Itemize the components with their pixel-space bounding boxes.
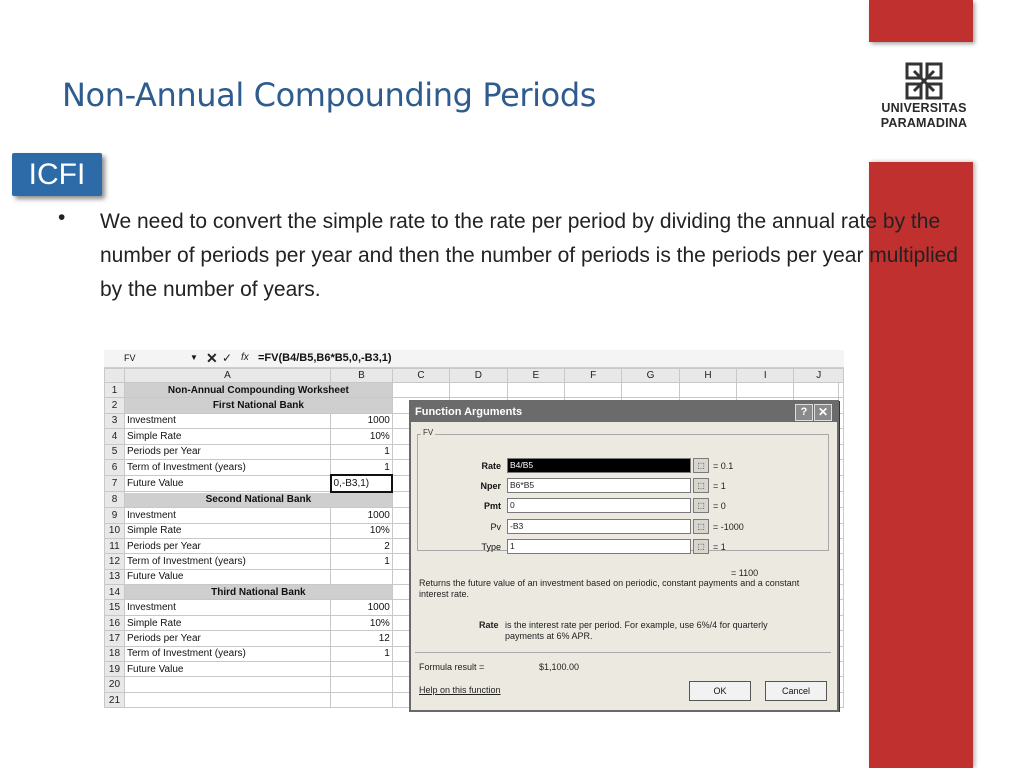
value-cell[interactable]: [331, 662, 393, 677]
label-cell[interactable]: Simple Rate: [124, 523, 330, 538]
empty-cell[interactable]: [839, 600, 844, 615]
formula-text[interactable]: =FV(B4/B5,B6*B5,0,-B3,1): [258, 352, 392, 364]
column-header-g[interactable]: G: [622, 369, 679, 383]
label-cell[interactable]: Periods per Year: [124, 538, 330, 553]
value-cell[interactable]: 1000: [331, 600, 393, 615]
argument-input-nper[interactable]: B6*B5: [507, 478, 691, 493]
value-cell[interactable]: 1: [331, 459, 393, 475]
row-header[interactable]: 11: [105, 538, 125, 553]
empty-cell[interactable]: [839, 429, 844, 444]
total-result: = 1100: [731, 568, 759, 578]
logo-line-2: PARAMADINA: [880, 116, 968, 130]
empty-cell[interactable]: [839, 413, 844, 428]
label-cell[interactable]: Term of Investment (years): [124, 554, 330, 569]
empty-cell[interactable]: [392, 383, 449, 398]
argument-label: Pv: [490, 522, 501, 532]
argument-input-rate[interactable]: B4/B5: [507, 458, 691, 473]
empty-cell[interactable]: [839, 444, 844, 459]
empty-cell[interactable]: [839, 692, 844, 707]
dialog-titlebar[interactable]: [411, 402, 837, 422]
row-header[interactable]: 20: [105, 677, 125, 692]
column-header-a[interactable]: A: [124, 369, 330, 383]
row-header[interactable]: 16: [105, 615, 125, 630]
empty-cell[interactable]: [839, 585, 844, 600]
column-header-b[interactable]: B: [331, 369, 393, 383]
argument-row-rate: [421, 458, 821, 474]
row-header[interactable]: 14: [105, 585, 125, 600]
empty-cell[interactable]: [622, 383, 679, 398]
formula-result-value: $1,100.00: [539, 662, 580, 672]
formula-result-label: Formula result =: [419, 662, 485, 672]
empty-cell[interactable]: [679, 383, 736, 398]
empty-cell[interactable]: [839, 631, 844, 646]
row-header[interactable]: 2: [105, 398, 125, 413]
label-cell[interactable]: Future Value: [124, 475, 330, 491]
empty-cell[interactable]: [737, 383, 794, 398]
function-arguments-dialog: [409, 400, 839, 712]
argument-result: = 1: [713, 542, 726, 552]
value-cell[interactable]: [331, 677, 393, 692]
table-row: [105, 383, 844, 398]
empty-cell[interactable]: [564, 383, 621, 398]
value-cell[interactable]: 1: [331, 444, 393, 459]
active-cell[interactable]: 0,-B3,1): [331, 475, 393, 491]
empty-cell[interactable]: [794, 383, 839, 398]
value-cell[interactable]: 10%: [331, 429, 393, 444]
empty-cell[interactable]: [839, 646, 844, 661]
argument-label: Rate: [481, 461, 501, 471]
name-box[interactable]: FV: [124, 353, 136, 363]
help-link[interactable]: Help on this function: [419, 685, 501, 695]
label-cell[interactable]: Periods per Year: [124, 444, 330, 459]
argument-row-nper: [421, 478, 821, 494]
bullet-marker: •: [58, 206, 66, 229]
row-header[interactable]: 1: [105, 383, 125, 398]
empty-cell[interactable]: [450, 383, 507, 398]
row-header[interactable]: 7: [105, 475, 125, 491]
row-header[interactable]: 18: [105, 646, 125, 661]
empty-cell[interactable]: [839, 662, 844, 677]
label-cell[interactable]: Term of Investment (years): [124, 459, 330, 475]
paramadina-logo-icon: [904, 61, 944, 101]
label-cell[interactable]: Simple Rate: [124, 615, 330, 630]
row-header[interactable]: 9: [105, 508, 125, 523]
argument-result: = 0.1: [713, 461, 734, 471]
row-header[interactable]: 5: [105, 444, 125, 459]
argument-input-pmt[interactable]: 0: [507, 498, 691, 513]
collapse-dialog-icon[interactable]: ⬚: [693, 498, 709, 513]
section-header-cell[interactable]: Third National Bank: [124, 585, 392, 600]
empty-cell[interactable]: [839, 554, 844, 569]
enter-icon[interactable]: ✓: [222, 351, 233, 365]
argument-result: = 0: [713, 501, 726, 511]
value-cell[interactable]: [331, 692, 393, 707]
argument-input-pv[interactable]: -B3: [507, 519, 691, 534]
excel-screenshot: [104, 350, 844, 712]
value-cell[interactable]: 1: [331, 646, 393, 661]
cancel-icon[interactable]: ✕: [206, 350, 218, 366]
label-cell[interactable]: Future Value: [124, 569, 330, 584]
row-header[interactable]: 10: [105, 523, 125, 538]
empty-cell[interactable]: [839, 383, 844, 398]
icfi-badge: ICFI: [12, 153, 102, 196]
argument-label: Nper: [480, 481, 501, 491]
cancel-button[interactable]: Cancel: [765, 681, 827, 701]
column-header-e[interactable]: E: [507, 369, 564, 383]
label-cell[interactable]: Simple Rate: [124, 429, 330, 444]
column-header-j[interactable]: J: [794, 369, 844, 383]
close-icon[interactable]: ✕: [814, 404, 832, 421]
column-header-f[interactable]: F: [564, 369, 621, 383]
collapse-dialog-icon[interactable]: ⬚: [693, 519, 709, 534]
column-header-h[interactable]: H: [679, 369, 736, 383]
column-header-row: [105, 369, 844, 383]
argument-result: = 1: [713, 481, 726, 491]
arg-help-name: Rate: [479, 620, 499, 630]
value-cell[interactable]: 1000: [331, 508, 393, 523]
help-icon[interactable]: ?: [795, 404, 813, 421]
argument-row-pv: [421, 519, 821, 535]
arg-help-text: is the interest rate per period. For example, use 6%/4 for quarterly payments at 6% APR.: [505, 620, 768, 641]
row-header[interactable]: 3: [105, 413, 125, 428]
row-header[interactable]: 19: [105, 662, 125, 677]
empty-cell[interactable]: [839, 677, 844, 692]
accent-bar-top: [869, 0, 973, 42]
column-header-i[interactable]: I: [737, 369, 794, 383]
value-cell[interactable]: 12: [331, 631, 393, 646]
value-cell[interactable]: 2: [331, 538, 393, 553]
empty-cell[interactable]: [839, 492, 844, 508]
collapse-dialog-icon[interactable]: ⬚: [693, 478, 709, 493]
formula-bar: [104, 350, 844, 368]
row-header[interactable]: 12: [105, 554, 125, 569]
label-cell[interactable]: Future Value: [124, 662, 330, 677]
collapse-dialog-icon[interactable]: ⬚: [693, 458, 709, 473]
empty-cell[interactable]: [839, 398, 844, 413]
empty-cell[interactable]: [839, 508, 844, 523]
value-cell[interactable]: 1: [331, 554, 393, 569]
argument-result: = -1000: [713, 522, 744, 532]
name-box-dropdown-icon[interactable]: ▼: [190, 353, 198, 362]
slide-title: Non-Annual Compounding Periods: [62, 76, 597, 114]
label-cell[interactable]: Term of Investment (years): [124, 646, 330, 661]
argument-input-type[interactable]: 1: [507, 539, 691, 554]
logo-line-1: UNIVERSITAS: [881, 101, 967, 115]
university-logo: [862, 55, 986, 150]
section-header-cell[interactable]: Second National Bank: [124, 492, 392, 508]
label-cell[interactable]: [124, 692, 330, 707]
section-header-cell[interactable]: First National Bank: [124, 398, 392, 413]
empty-cell[interactable]: [839, 459, 844, 475]
value-cell[interactable]: 1000: [331, 413, 393, 428]
value-cell[interactable]: [331, 569, 393, 584]
bullet-text: We need to convert the simple rate to the rate per period by dividing the annual rate by the number of periods per year and then the number of periods is the periods per year multiplied by the number of years.: [100, 210, 958, 301]
empty-cell[interactable]: [839, 475, 844, 491]
ok-button[interactable]: OK: [689, 681, 751, 701]
select-all-corner[interactable]: [105, 369, 125, 383]
value-cell[interactable]: 10%: [331, 523, 393, 538]
label-cell[interactable]: Investment: [124, 413, 330, 428]
empty-cell[interactable]: [839, 569, 844, 584]
column-header-c[interactable]: C: [392, 369, 449, 383]
empty-cell[interactable]: [839, 615, 844, 630]
group-label: FV: [423, 428, 434, 437]
empty-cell[interactable]: [507, 383, 564, 398]
empty-cell[interactable]: [839, 523, 844, 538]
argument-label: Type: [481, 542, 501, 552]
dialog-title: Function Arguments: [415, 406, 523, 418]
label-cell[interactable]: Periods per Year: [124, 631, 330, 646]
row-header[interactable]: 4: [105, 429, 125, 444]
collapse-dialog-icon[interactable]: ⬚: [693, 539, 709, 554]
row-header[interactable]: 6: [105, 459, 125, 475]
label-cell[interactable]: Investment: [124, 508, 330, 523]
label-cell[interactable]: Investment: [124, 600, 330, 615]
label-cell[interactable]: [124, 677, 330, 692]
row-header[interactable]: 21: [105, 692, 125, 707]
column-header-d[interactable]: D: [450, 369, 507, 383]
argument-label: Pmt: [483, 501, 501, 511]
dialog-separator: [415, 652, 831, 653]
function-icon[interactable]: fx: [241, 352, 249, 363]
function-description: Returns the future value of an investment based on periodic, constant payments and a constant interest rate.: [419, 578, 800, 599]
row-header[interactable]: 15: [105, 600, 125, 615]
argument-row-type: [421, 539, 821, 555]
row-header[interactable]: 8: [105, 492, 125, 508]
argument-row-pmt: [421, 498, 821, 514]
value-cell[interactable]: 10%: [331, 615, 393, 630]
row-header[interactable]: 13: [105, 569, 125, 584]
empty-cell[interactable]: [839, 538, 844, 553]
section-header-cell[interactable]: Non-Annual Compounding Worksheet: [124, 383, 392, 398]
row-header[interactable]: 17: [105, 631, 125, 646]
